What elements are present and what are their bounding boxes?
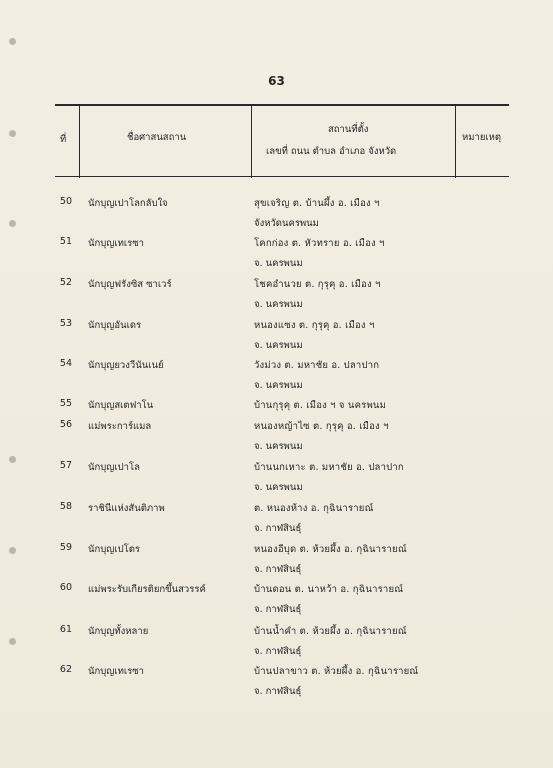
row-number: 56 [59, 419, 72, 430]
row-number: 57 [59, 460, 72, 471]
row-number: 60 [59, 582, 72, 593]
row-number: 61 [59, 624, 72, 635]
province-line: จ. กาฬสินธุ์ [254, 686, 302, 697]
place-name: ราชินีแห่งสันติภาพ [88, 503, 165, 514]
place-name: นักบุญสเตฟาโน [88, 400, 154, 411]
column-divider [455, 104, 456, 178]
table-row [0, 582, 553, 622]
province-line: จ. นครพนม [254, 482, 303, 493]
address-line: วังม่วง ต. มหาชัย อ. ปลาปาก [254, 360, 380, 371]
province-line: จ. กาฬสินธุ์ [254, 523, 302, 534]
column-divider [251, 104, 252, 178]
place-name: นักบุญฟรังซิส ซาเวร์ [88, 279, 172, 290]
table-top-rule [55, 104, 509, 106]
binder-hole [9, 130, 16, 137]
address-line: บ้านกุรุคุ ต. เมือง ฯ จ นครพนม [254, 400, 387, 411]
row-number: 53 [59, 318, 72, 329]
place-name: นักบุญยวงวีนันเนย์ [88, 360, 164, 371]
address-line: โคกก่อง ต. หัวทราย อ. เมือง ฯ [254, 238, 385, 249]
place-name: นักบุญเปาโล [88, 462, 140, 473]
place-name: แม่พระการ์แมล [88, 421, 152, 432]
address-line: หนองหญ้าไซ ต. กุรุคุ อ. เมือง ฯ [254, 421, 389, 432]
place-name: นักบุญเทเรซา [88, 666, 145, 677]
table-row [0, 542, 553, 582]
header-no: ที่ [60, 134, 67, 145]
address-line: บ้านน้ำคำ ต. ห้วยผึ้ง อ. กุฉินารายณ์ [254, 626, 407, 637]
address-line: บ้านดอน ต. นาหว้า อ. กุฉินารายณ์ [254, 584, 404, 595]
place-name: นักบุญอันเดร [88, 320, 142, 331]
table-row [0, 460, 553, 500]
binder-hole [9, 38, 16, 45]
table-row [0, 664, 553, 704]
address-line: หนองแซง ต. กุรุคุ อ. เมือง ฯ [254, 320, 375, 331]
province-line: จ. นครพนม [254, 299, 303, 310]
province-line: จ. นครพนม [254, 441, 303, 452]
table-row [0, 358, 553, 398]
header-remark: หมายเหตุ [462, 132, 502, 143]
table-row [0, 196, 553, 236]
page-number: 63 [268, 74, 285, 88]
address-line: บ้านปลาขาว ต. ห้วยผึ้ง อ. กุฉินารายณ์ [254, 666, 419, 677]
province-line: จ. นครพนม [254, 258, 303, 269]
address-line: หนองอีบุด ต. ห้วยผึ้ง อ. กุฉินารายณ์ [254, 544, 407, 555]
address-line: โชคอำนวย ต. กุรุคุ อ. เมือง ฯ [254, 279, 381, 290]
header-location-sub: เลขที่ ถนน ตำบล อำเภอ จังหวัด [266, 146, 397, 157]
table-header-rule [55, 176, 509, 177]
table-row [0, 277, 553, 317]
address-line: บ้านนกเหาะ ต. มหาชัย อ. ปลาปาก [254, 462, 404, 473]
place-name: แม่พระรับเกียรติยกขึ้นสวรรค์ [88, 584, 206, 595]
province-line: จ. กาฬสินธุ์ [254, 564, 302, 575]
row-number: 51 [59, 236, 72, 247]
province-line: จ. กาฬสินธุ์ [254, 646, 302, 657]
row-number: 59 [59, 542, 72, 553]
row-number: 58 [59, 501, 72, 512]
address-line: ต. หนองห้าง อ. กุฉินารายณ์ [254, 503, 374, 514]
header-location-title: สถานที่ตั้ง [328, 124, 369, 135]
table-row [0, 501, 553, 541]
table-row [0, 419, 553, 459]
province-line: จ. นครพนม [254, 380, 303, 391]
address-line: สุขเจริญ ต. บ้านผึ้ง อ. เมือง ฯ [254, 198, 380, 209]
place-name: นักบุญทั้งหลาย [88, 626, 149, 637]
row-number: 52 [59, 277, 72, 288]
table-row [0, 624, 553, 664]
row-number: 62 [59, 664, 72, 675]
province-line: จ. นครพนม [254, 340, 303, 351]
province-line: จ. กาฬสินธุ์ [254, 604, 302, 615]
row-number: 54 [59, 358, 72, 369]
place-name: นักบุญเปโตร [88, 544, 141, 555]
column-divider [79, 104, 80, 178]
place-name: นักบุญเปาโลกลับใจ [88, 198, 168, 209]
row-number: 50 [59, 196, 72, 207]
place-name: นักบุญเทเรซา [88, 238, 145, 249]
row-number: 55 [59, 398, 72, 409]
header-name: ชื่อศาสนสถาน [127, 132, 187, 143]
table-row [0, 236, 553, 276]
table-row [0, 318, 553, 358]
province-line: จังหวัดนครพนม [254, 218, 319, 229]
